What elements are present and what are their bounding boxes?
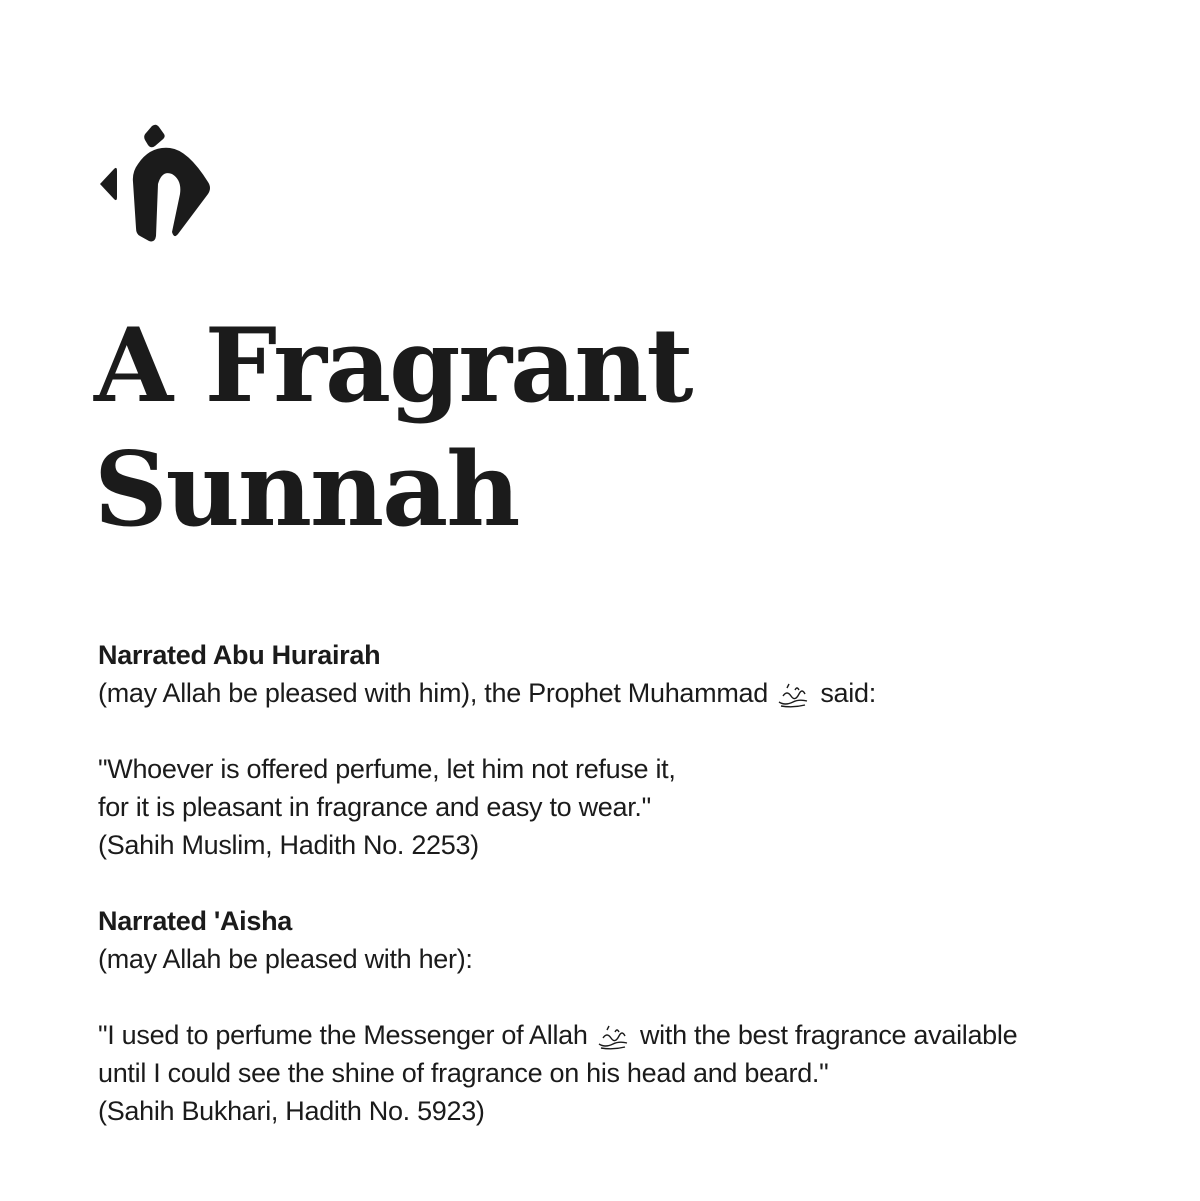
narrator-intro: (may Allah be pleased with her):	[98, 944, 473, 974]
hadith-quote-line: for it is pleasant in fragrance and easy to wear."	[98, 792, 651, 822]
title-line-1: A Fragrant	[94, 306, 692, 426]
brand-logo	[100, 124, 214, 242]
narrator-intro: (may Allah be pleased with him), the Prophet Muhammad said:	[98, 678, 876, 708]
hadith-content	[98, 636, 1158, 1130]
title-line-2: Sunnah	[94, 430, 519, 550]
hadith-quote-line: until I could see the shine of fragrance on his head and beard."	[98, 1058, 829, 1088]
brand-mark-icon	[100, 124, 214, 242]
narrator-heading: Narrated 'Aisha	[98, 906, 292, 936]
hadith-quote-line: "Whoever is offered perfume, let him not refuse it,	[98, 754, 676, 784]
page-title	[94, 304, 692, 552]
hadith-quote-line: "I used to perfume the Messenger of Allah with the best fragrance available	[98, 1020, 1018, 1050]
salawat-calligraphy-icon	[597, 1024, 629, 1050]
salawat-calligraphy-icon	[777, 682, 809, 708]
hadith-source: (Sahih Muslim, Hadith No. 2253)	[98, 830, 479, 860]
narrator-heading: Narrated Abu Hurairah	[98, 640, 381, 670]
hadith-source: (Sahih Bukhari, Hadith No. 5923)	[98, 1096, 485, 1126]
